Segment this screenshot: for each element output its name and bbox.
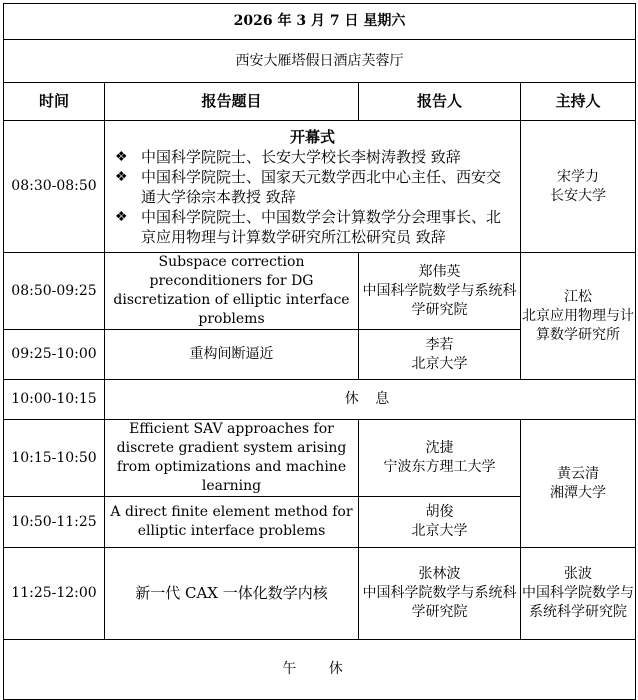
opening-speech-list [105, 147, 520, 247]
host-affiliation: 湘潭大学 [550, 484, 606, 501]
list-item: ❖ 中国科学院院士、长安大学校长李树涛教授 致辞 [115, 147, 461, 166]
column-header-host: 主持人 [521, 83, 636, 121]
host-cell [521, 121, 636, 253]
venue-name: 西安大雁塔假日酒店芙蓉厅 [4, 40, 636, 83]
column-header-topic: 报告题目 [105, 83, 359, 121]
schedule-date: 2026 年 3 月 7 日 星期六 [4, 4, 636, 40]
host-name: 江松 [564, 288, 592, 305]
speaker-name: 郑伟英 [418, 263, 461, 280]
host-affiliation: 北京应用物理与计算数学研究所 [522, 307, 634, 343]
speaker-cell [359, 497, 521, 548]
talk-title: A direct finite element method for elliptic interface problems [105, 497, 359, 548]
speaker-affiliation: 中国科学院数学与系统科学研究院 [362, 282, 517, 318]
table-row [4, 548, 636, 640]
diamond-bullet-icon: ❖ [115, 148, 128, 165]
time-slot: 08:50-09:25 [4, 253, 105, 330]
list-item: ❖ 中国科学院院士、国家天元数学西北中心主任、西安交通大学徐宗本教授 致辞 [115, 167, 502, 206]
table-row [4, 380, 636, 420]
speaker-affiliation: 北京大学 [411, 523, 468, 539]
table-row [4, 640, 636, 700]
host-cell [521, 548, 636, 640]
speaker-cell [359, 330, 521, 380]
time-slot: 10:15-10:50 [4, 420, 105, 497]
table-row [4, 121, 636, 253]
speaker-name: 沈捷 [425, 440, 454, 456]
host-name: 张波 [564, 566, 592, 582]
time-slot: 11:25-12:00 [4, 548, 105, 640]
speaker-affiliation: 北京大学 [411, 355, 468, 372]
speaker-name: 张林波 [418, 566, 461, 582]
time-slot: 08:30-08:50 [4, 121, 105, 253]
speaker-affiliation: 宁波东方理工大学 [383, 459, 496, 475]
opening-ceremony [105, 121, 521, 253]
time-slot: 09:25-10:00 [4, 330, 105, 380]
diamond-bullet-icon: ❖ [115, 168, 128, 185]
opening-title: 开幕式 [289, 127, 335, 146]
diamond-bullet-icon: ❖ [115, 208, 128, 225]
speaker-cell [359, 420, 521, 497]
host-cell [521, 253, 636, 380]
time-slot: 10:50-11:25 [4, 497, 105, 548]
talk-title: Subspace correction preconditioners for DG discretization of elliptic interface problems [105, 253, 359, 330]
host-name: 宋学力 [557, 168, 599, 185]
table-row [4, 420, 636, 497]
table-row [4, 253, 636, 330]
talk-title: 重构间断逼近 [105, 330, 359, 380]
column-header-speaker: 报告人 [359, 83, 521, 121]
list-item: ❖ 中国科学院院士、中国数学会计算数学分会理事长、北京应用物理与计算数学研究所江松研究员 致辞 [115, 207, 502, 246]
talk-title: Efficient SAV approaches for discrete gradient system arising from optimizations and machine learning [105, 420, 359, 497]
break-label: 休 息 [105, 380, 636, 420]
host-affiliation: 长安大学 [550, 187, 606, 204]
schedule-table [3, 3, 636, 700]
host-name: 黄云清 [557, 465, 599, 482]
lunch-break-label: 午 休 [4, 640, 636, 700]
speaker-cell [359, 253, 521, 330]
time-slot: 10:00-10:15 [4, 380, 105, 420]
speaker-name: 胡俊 [425, 504, 454, 520]
talk-title: 新一代 CAX 一体化数学内核 [105, 548, 359, 640]
speaker-name: 李若 [425, 336, 454, 353]
speaker-cell [359, 548, 521, 640]
host-cell [521, 420, 636, 548]
speaker-affiliation: 中国科学院数学与系统科学研究院 [362, 585, 517, 620]
host-affiliation: 中国科学院数学与系统科学研究院 [522, 585, 634, 620]
column-header-time: 时间 [4, 83, 105, 121]
